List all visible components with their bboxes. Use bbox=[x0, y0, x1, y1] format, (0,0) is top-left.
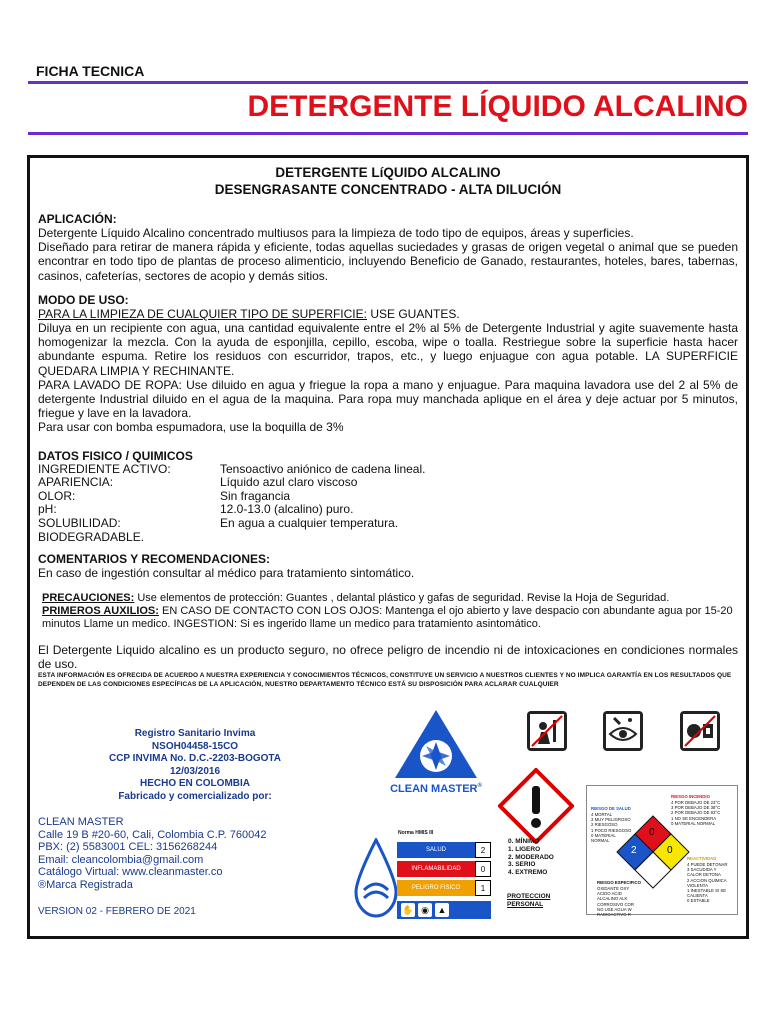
company-catalog[interactable]: Catálogo Virtual: www.cleanmaster.co bbox=[38, 866, 223, 879]
disclaimer-fine-print: ESTA INFORMACIÓN ES OFRECIDA DE ACUERDO A NUESTRA EXPERIENCIA Y CONOCIMIENTOS TÉCNICOS, CONSTITUYE UN SERVICIO A NUESTROS CLIENTES Y NO IMPLICA GARANTÍA EN LOS RESULTADOS QUE DEPENDEN DE LAS CONDICIONES ESPECÍFICAS DE LA APLICACIÓN, NUESTRO DEPARTAMENTO TÉCNICO ESTÁ SU DISPOSICIÓN PARA ACLARAR CUALQUIER bbox=[38, 672, 732, 689]
nfpa-item: 4 PUEDE DETONAR bbox=[687, 862, 728, 867]
subtitle-1: DETERGENTE LíQUIDO ALCALINO bbox=[275, 165, 501, 180]
aplicacion-text-2: Diseñado para retirar de manera rápida y eficiente, todas aquellas suciedades y grasas de origen vegetal o animal que se pueden encontrar en todo tipo de plantas de proceso alimenticio, incluyendo Beneficio de Ganado, restaurantes, hoteles, bares, tabernas, casinos, cafeterías, sectores de acopio y demás sitios. bbox=[38, 240, 738, 283]
registro-line: CCP INVIMA No. D.C.-2203-BOGOTA bbox=[108, 753, 282, 764]
hmis-row bbox=[397, 861, 491, 877]
precauciones-block bbox=[38, 592, 738, 631]
clean-master-logo bbox=[386, 708, 486, 795]
eye-protection-icon bbox=[602, 710, 644, 752]
scale-item: 0. MÍNIMO bbox=[508, 838, 540, 845]
version-label: VERSION 02 - FEBRERO DE 2021 bbox=[38, 906, 196, 917]
nfpa-item: 4 MORTAL bbox=[591, 812, 613, 817]
prop-value: 12.0-13.0 (alcalino) puro. bbox=[220, 502, 354, 517]
table-row bbox=[38, 463, 425, 477]
do-not-ingest-icon bbox=[679, 710, 721, 752]
contact-block bbox=[38, 816, 267, 892]
nfpa-item: OXIDANTE OXY bbox=[597, 886, 630, 891]
prot-line: PROTECCION bbox=[507, 893, 551, 900]
table-row bbox=[38, 490, 425, 504]
ficha-label: FICHA TECNICA bbox=[36, 63, 145, 79]
hmis-flammability-label: INFLAMABILIDAD bbox=[397, 861, 475, 877]
top-rule bbox=[28, 81, 748, 84]
nfpa-especifico-heading: RIESGO ESPECIFICO bbox=[597, 880, 641, 885]
nfpa-item: VIOLENTA bbox=[687, 882, 708, 888]
modo-surface-line bbox=[38, 307, 738, 321]
prop-key: SOLUBILIDAD: bbox=[38, 516, 121, 531]
registro-block bbox=[30, 728, 360, 803]
prop-key: pH: bbox=[38, 502, 57, 517]
table-row bbox=[38, 476, 425, 490]
table-row bbox=[38, 503, 425, 517]
company-address: Calle 19 B #20-60, Cali, Colombia C.P. 760042 bbox=[38, 828, 267, 841]
main-title: DETERGENTE LÍQUIDO ALCALINO bbox=[247, 90, 748, 123]
hmis-health-value: 2 bbox=[475, 842, 491, 858]
prop-key: OLOR: bbox=[38, 488, 76, 503]
prop-key: BIODEGRADABLE. bbox=[38, 529, 145, 544]
hmis-scale bbox=[508, 838, 554, 877]
prop-value: Sin fragancia bbox=[220, 488, 291, 503]
scale-item: 2. MODERADO bbox=[508, 853, 554, 861]
company-email[interactable]: Email: cleancolombia@gmail.com bbox=[38, 853, 204, 866]
datos-heading: DATOS FISICO / QUIMICOS bbox=[38, 448, 193, 463]
nfpa-item: CORROSIVO COR bbox=[597, 901, 635, 907]
scale-item: 3. SERIO bbox=[508, 861, 536, 869]
primeros-auxilios-heading: PRIMEROS AUXILIOS: bbox=[42, 605, 159, 618]
hmis-row bbox=[397, 880, 491, 896]
nfpa-item: 0 ESTABLE bbox=[687, 898, 710, 904]
modo-guantes: USE GUANTES. bbox=[366, 306, 460, 321]
precauciones-text: Use elementos de protección: Guantes , delantal plástico y gafas de seguridad. Revise la Hoja de Seguridad. bbox=[134, 592, 670, 605]
precauciones-heading: PRECAUCIONES: bbox=[42, 592, 135, 605]
logo-reg-mark: ® bbox=[477, 783, 482, 789]
nfpa-item: 0 MATERIAL bbox=[591, 832, 616, 838]
triangle-logo-icon bbox=[393, 708, 479, 780]
nfpa-item: 2 RIESGOSO bbox=[591, 822, 618, 828]
scale-item: 4. EXTREMO bbox=[508, 869, 548, 877]
nfpa-diamond-panel bbox=[586, 785, 738, 918]
goggles-icon: ◉ bbox=[418, 903, 432, 917]
ghs-exclamation-icon bbox=[498, 768, 574, 849]
logo-name-text: CLEAN MASTER bbox=[390, 783, 478, 795]
keep-away-children-icon bbox=[526, 710, 568, 752]
nfpa-item: CALOR DETONA bbox=[687, 872, 721, 878]
nfpa-item: 3 SACUDIDA Y bbox=[687, 867, 717, 873]
prop-value: Líquido azul claro viscoso bbox=[220, 475, 358, 490]
nfpa-fire-value: 0 bbox=[649, 827, 655, 838]
nfpa-item: 1 POCO RIESGOSO bbox=[591, 827, 632, 833]
nfpa-reactividad-list bbox=[687, 862, 728, 904]
clean-master-name bbox=[386, 783, 486, 795]
hmis-label: Norma HMIS III bbox=[398, 830, 434, 836]
water-drop-logo-icon bbox=[354, 838, 398, 923]
title-rule bbox=[28, 132, 748, 135]
nfpa-item: NO USE AGUA W bbox=[597, 906, 632, 912]
proteccion-personal-label bbox=[507, 893, 550, 909]
hmis-physical-label: PELIGRO FISICO bbox=[397, 880, 475, 896]
nfpa-item: 3 MUY PELIGROSO bbox=[591, 817, 631, 823]
aplicacion-heading: APLICACIÓN: bbox=[38, 212, 117, 226]
nfpa-incendio-heading: RIESGO INCENDIO bbox=[671, 794, 710, 799]
nfpa-item: 0 MATERIAL NORMAL bbox=[671, 820, 716, 826]
prop-key: APARIENCIA: bbox=[38, 475, 114, 490]
nfpa-reactivity-value: 0 bbox=[667, 845, 673, 856]
registered-mark: ®Marca Registrada bbox=[38, 878, 133, 891]
table-row bbox=[38, 531, 425, 545]
nfpa-item: NORMAL bbox=[591, 838, 610, 844]
prop-value: Tensoactivo aniónico de cadena lineal. bbox=[220, 461, 426, 476]
nfpa-item: CALIENTA bbox=[687, 893, 708, 899]
datos-table bbox=[38, 463, 425, 545]
primeros-auxilios-text: EN CASO DE CONTACTO CON LOS OJOS: Mantenga el ojo abierto y lave despacio con abundante agua por 15-20 minutos Llame un medico. INGESTION: Si es ingerido llame un medico para tratamiento asintomático. bbox=[42, 605, 733, 631]
aplicacion-text-1: Detergente Líquido Alcalino concentrado multiusos para la limpieza de todo tipo de equipos, áreas y superficies. bbox=[38, 226, 634, 240]
safety-statement: El Detergente Liquido alcalino es un producto seguro, no ofrece peligro de incendio ni de intoxicaciones en condiciones normales de uso. bbox=[38, 643, 738, 672]
nfpa-item: RADIOACTIVO R bbox=[597, 912, 631, 918]
nfpa-item: 2 ACCION QUIMICA bbox=[687, 877, 727, 883]
nfpa-reactividad-heading: REACTIVIDAD bbox=[687, 856, 717, 861]
nfpa-health-value: 2 bbox=[631, 845, 637, 856]
modo-underlined: PARA LA LIMPIEZA DE CUALQUIER TIPO DE SUPERFICIE: bbox=[38, 306, 367, 321]
nfpa-item: ACIDO ACID bbox=[597, 891, 622, 897]
apron-icon: ▲ bbox=[435, 903, 449, 917]
comentarios-text: En caso de ingestión consultar al médico para tratamiento sintomático. bbox=[38, 566, 415, 581]
nfpa-item: 1 INESTABLE SI SE bbox=[687, 888, 727, 894]
ppe-bar bbox=[397, 901, 491, 919]
subtitle-2: DESENGRASANTE CONCENTRADO - ALTA DILUCIÓN bbox=[214, 182, 562, 197]
modo-text-2: PARA LAVADO DE ROPA: Use diluido en agua y friegue la ropa a mano y enjuague. Para maquina lavadora use del 2 al 5% de detergente Industrial diluido en el agua de la maquina. Para ropa muy manchada aplique en el área y deje actuar por 5 minutos, friegue y lave en la lavadora. bbox=[38, 377, 738, 421]
hmis-physical-value: 1 bbox=[475, 880, 491, 896]
scale-item: 1. LIGERO bbox=[508, 845, 541, 853]
content-box bbox=[27, 155, 749, 939]
registro-line: Registro Sanitario Invima bbox=[134, 728, 256, 739]
modo-text-3: Para usar con bomba espumadora, use la boquilla de 3% bbox=[38, 420, 344, 435]
company-phone: PBX: (2) 5583001 CEL: 3156268244 bbox=[38, 841, 218, 854]
nfpa-item: 1 NO SE ENCENDERA bbox=[671, 815, 717, 821]
prop-key: INGREDIENTE ACTIVO: bbox=[38, 461, 171, 476]
registro-line: 12/03/2016 bbox=[169, 765, 221, 777]
comentarios-heading: COMENTARIOS Y RECOMENDACIONES: bbox=[38, 552, 271, 567]
nfpa-salud-heading: RIESGO DE SALUD bbox=[591, 806, 631, 811]
prop-value: En agua a cualquier temperatura. bbox=[220, 516, 399, 531]
modo-text-1: Diluya en un recipiente con agua, una cantidad equivalente entre el 2% al 5% de Detergente Industrial y agite suavemente hasta homogenizar la mezcla. Con la ayuda de esponjilla, cepillo, escoba, wipe o toalla. Restriegue sobre la superficie hasta hacer abundante espuma. Retire los residuos con escurridor, trapos, etc., y luego enjuague con agua potable. LA SUPERFICIE QUEDARA LIMPIA Y RECHINANTE. bbox=[38, 321, 738, 378]
hmis-health-label: SALUD bbox=[397, 842, 475, 858]
modo-heading: MODO DE USO: bbox=[38, 292, 129, 307]
prop-value bbox=[220, 531, 425, 545]
nfpa-diamond-icon bbox=[615, 814, 691, 890]
nfpa-item: 2 POR DEBAJO DE 93°C bbox=[671, 810, 721, 816]
hmis-table bbox=[397, 842, 491, 899]
table-row bbox=[38, 517, 425, 531]
gloves-icon: ✋ bbox=[401, 903, 415, 917]
nfpa-item: ALCALINO ALK bbox=[597, 896, 628, 902]
nfpa-item: 3 POR DEBAJO DE 38°C bbox=[671, 805, 721, 811]
registro-line: NSOH04458-15CO bbox=[151, 740, 239, 752]
prot-line: PERSONAL bbox=[507, 901, 544, 908]
hmis-flammability-value: 0 bbox=[475, 861, 491, 877]
hmis-row bbox=[397, 842, 491, 858]
company-name: CLEAN MASTER bbox=[38, 816, 124, 828]
registro-line: Fabricado y comercializado por: bbox=[118, 790, 272, 802]
nfpa-item: 4 POR DEBAJO DE 23°C bbox=[671, 800, 721, 805]
nfpa-especifico-list bbox=[597, 886, 634, 917]
registro-line: HECHO EN COLOMBIA bbox=[140, 778, 250, 789]
